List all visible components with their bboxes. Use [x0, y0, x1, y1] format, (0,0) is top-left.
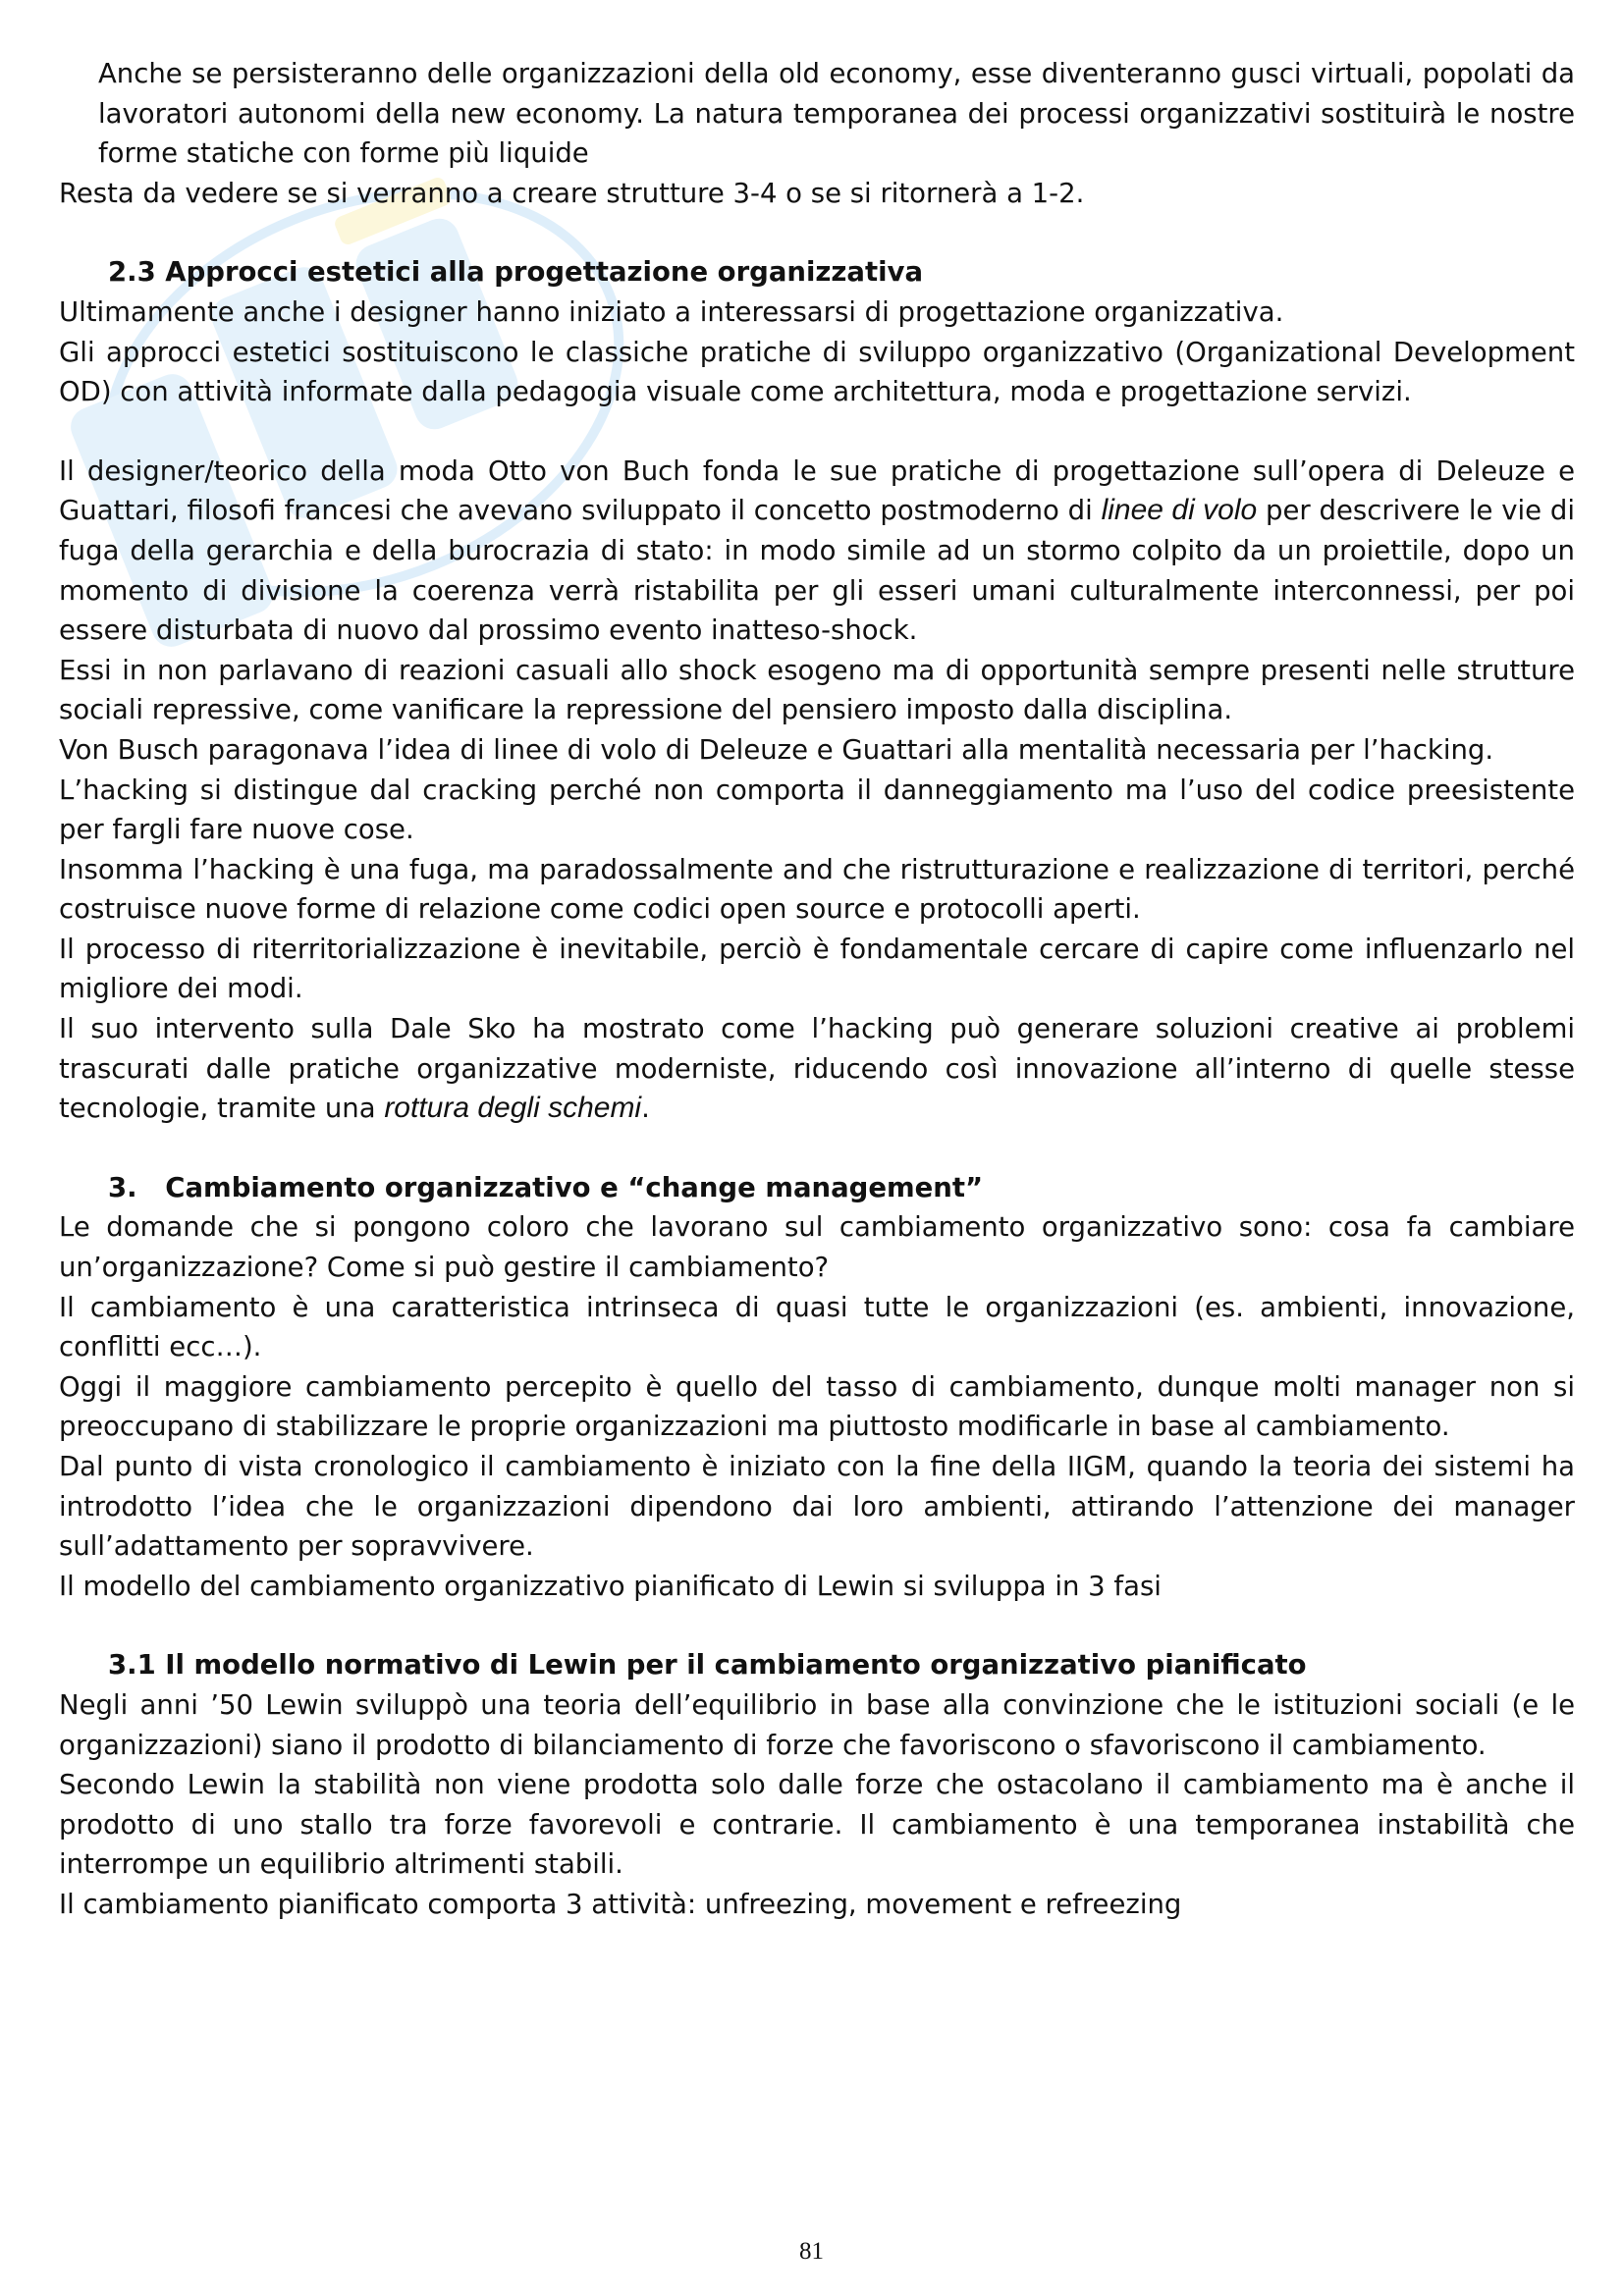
text-run: . [641, 1093, 650, 1125]
section-3-paragraph-4: Dal punto di vista cronologico il cambiamento è iniziato con la fine della IIGM, quando la teoria dei sistemi ha introdotto l’idea che le organizzazioni dipendono dai loro ambienti, attirando l’attenzione dei manager sull’adattamento per sopravvivere. [59, 1451, 1575, 1563]
intro-paragraph-1: Anche se persisteranno delle organizzazioni della old economy, esse diventeranno gusci virtuali, popolati da lavoratori autonomi della new economy. La natura temporanea dei processi organizzativi sostituirà le nostre forme statiche con forme più liquide [98, 58, 1575, 170]
section-3-1-heading: 3.1 Il modello normativo di Lewin per il cambiamento organizzativo pianificato [108, 1649, 1307, 1682]
section-3-paragraph-1: Le domande che si pongono coloro che lavorano sul cambiamento organizzativo sono: cosa fa cambiare un’organizzazione? Come si può gestire il cambiamento? [59, 1211, 1575, 1284]
section-2-3-paragraph-5: Von Busch paragonava l’idea di linee di volo di Deleuze e Guattari alla mentalità necessaria per l’hacking. [59, 733, 1494, 766]
emphasis-linee-di-volo: linee di volo [1101, 494, 1258, 527]
section-3-paragraph-3: Oggi il maggiore cambiamento percepito è quello del tasso di cambiamento, dunque molti manager non si preoccupano di stabilizzare le proprie organizzazioni ma piuttosto modificarle in base al cambiamento. [59, 1370, 1575, 1443]
section-2-3-paragraph-4: Essi in non parlavano di reazioni casuali allo shock esogeno ma di opportunità sempre presenti nelle strutture sociali repressive, come vanificare la repressione del pensiero imposto dalla disciplina. [59, 654, 1575, 726]
section-2-3-heading: 2.3 Approcci estetici alla progettazione organizzativa [108, 256, 924, 289]
section-3-paragraph-2: Il cambiamento è una caratteristica intrinseca di quasi tutte le organizzazioni (es. ambienti, innovazione, conflitti ecc…). [59, 1291, 1575, 1363]
section-2-3-paragraph-1: Ultimamente anche i designer hanno iniziato a interessarsi di progettazione organizzativa. [59, 295, 1284, 328]
section-2-3-paragraph-3 [59, 452, 1575, 651]
intro-paragraph-2: Resta da vedere se si verranno a creare strutture 3-4 o se si ritornerà a 1-2. [59, 177, 1085, 209]
section-3-1-paragraph-1: Negli anni ’50 Lewin sviluppò una teoria dell’equilibrio in base alla convinzione che le istituzioni sociali (e le organizzazioni) siano il prodotto di bilanciamento di forze che favoriscono o sfavoriscono il cambiamento. [59, 1688, 1575, 1761]
text-run: Il suo intervento sulla Dale Sko ha mostrato come l’hacking può generare soluzioni creative ai problemi trascurati dalle pratiche organizzative moderniste, riducendo così innovazione all’interno di quelle stesse tecnologie, tramite una [59, 1013, 1575, 1125]
page-number: 81 [799, 2238, 824, 2265]
section-3-1-paragraph-3: Il cambiamento pianificato comporta 3 attività: unfreezing, movement e refreezing [59, 1888, 1182, 1920]
section-3-paragraph-5: Il modello del cambiamento organizzativo pianificato di Lewin si sviluppa in 3 fasi [59, 1570, 1162, 1602]
text-run: per descrivere le vie di fuga della gerarchia e della burocrazia di stato: in modo simile ad un stormo colpito da un proiettile, dopo un momento di divisione la coerenza verrà ristabilita per gli esseri umani culturalmente interconnessi, per poi essere disturbata di nuovo dal prossimo evento inatteso-shock. [59, 495, 1576, 647]
section-2-3-paragraph-9 [59, 1009, 1575, 1129]
emphasis-rottura-degli-schemi: rottura degli schemi [384, 1092, 642, 1125]
section-2-3-paragraph-2: Gli approcci estetici sostituiscono le classiche pratiche di sviluppo organizzativo (Organizational Development OD) con attività informate dalla pedagogia visuale come architettura, moda e progettazione servizi. [59, 336, 1575, 408]
section-2-3-paragraph-8: Il processo di riterritorializzazione è inevitabile, perciò è fondamentale cercare di capire come influenzarlo nel migliore dei modi. [59, 933, 1575, 1005]
document-page [59, 54, 1575, 1925]
section-3-heading: 3. Cambiamento organizzativo e “change management” [108, 1171, 984, 1203]
section-2-3-paragraph-6: L’hacking si distingue dal cracking perché non comporta il danneggiamento ma l’uso del codice preesistente per fargli fare nuove cose. [59, 774, 1575, 846]
section-3-1-paragraph-2: Secondo Lewin la stabilità non viene prodotta solo dalle forze che ostacolano il cambiamento ma è anche il prodotto di uno stallo tra forze favorevoli e contrarie. Il cambiamento è una temporanea instabilità che interrompe un equilibrio altrimenti stabili. [59, 1769, 1575, 1881]
text-run: Il designer/teorico della moda Otto von Buch fonda le sue pratiche di progettazione sull’opera di Deleuze e Guattari, filosofi francesi che avevano sviluppato il concetto postmoderno di [59, 454, 1575, 527]
section-2-3-paragraph-7: Insomma l’hacking è una fuga, ma paradossalmente and che ristrutturazione e realizzazione di territori, perché costruisce nuove forme di relazione come codici open source e protocolli aperti. [59, 853, 1575, 926]
